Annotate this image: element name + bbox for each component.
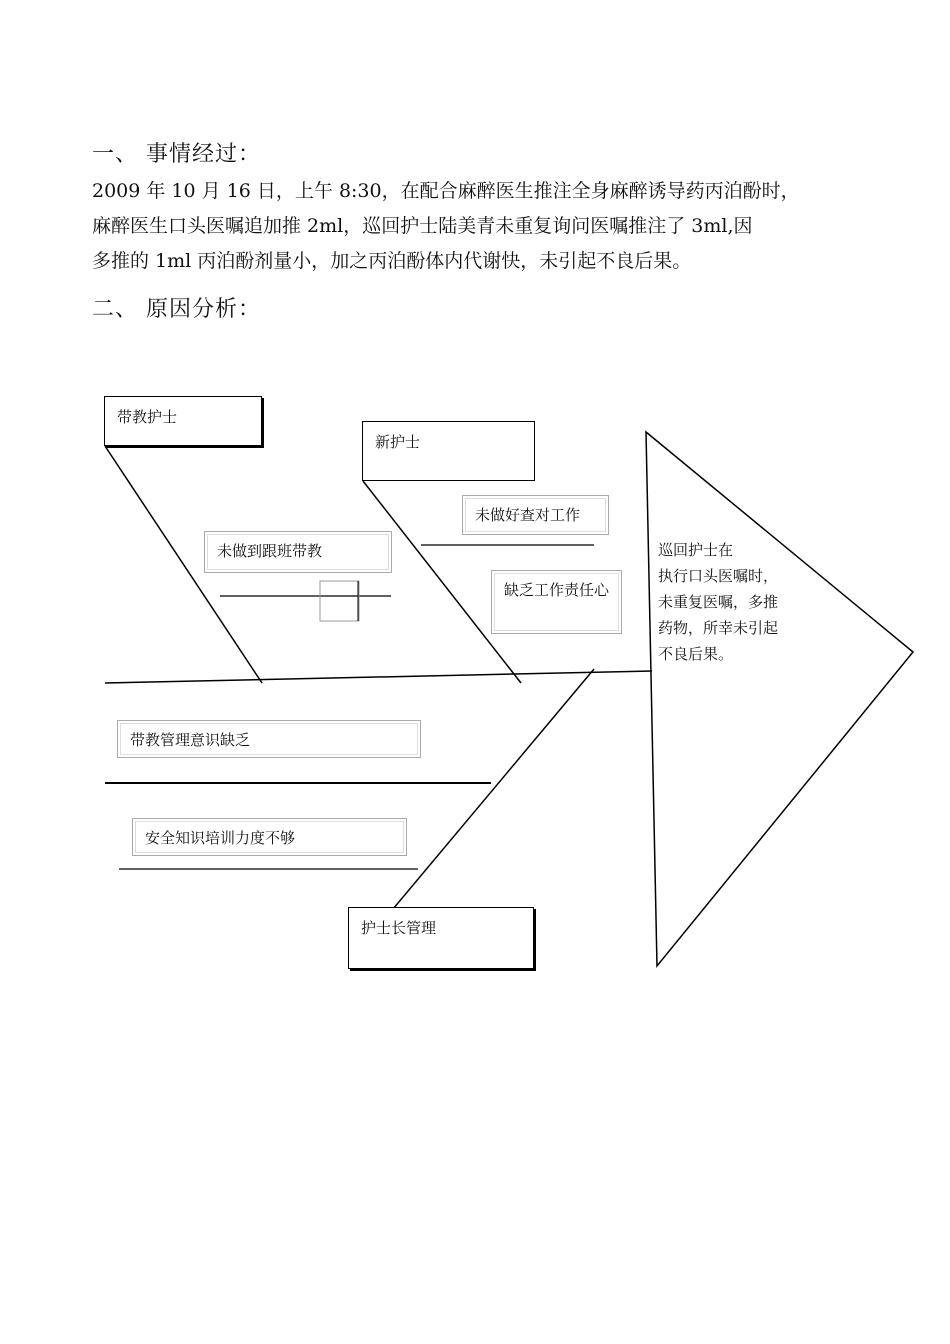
bone-head-nurse [393, 669, 594, 909]
effect-line: 执行口头医嘱时， [658, 567, 779, 585]
cause-no-check-work [462, 495, 609, 535]
effect-line: 巡回护士在 [658, 541, 734, 559]
cause-weak-mentoring-awareness [117, 720, 421, 758]
bone-label-new-nurse [362, 421, 535, 481]
fish-head-triangle [646, 432, 913, 966]
cause-text: 缺乏工作责任心 [504, 581, 610, 599]
cause-insufficient-training [132, 818, 407, 856]
paragraph-line: 麻醉医生口头医嘱追加推 2ml，巡回护士陆美青未重复询问医嘱推注了 3ml,因 [92, 215, 753, 237]
bone-label-text: 护士长管理 [361, 919, 437, 937]
effect-text [658, 537, 808, 667]
cause-text: 带教管理意识缺乏 [130, 731, 251, 749]
effect-line: 不良后果。 [658, 645, 734, 663]
cause-text: 未做到跟班带教 [217, 542, 323, 560]
cause-no-shift-mentoring [204, 531, 392, 573]
bone-label-text: 带教护士 [117, 408, 178, 426]
cause-text: 未做好查对工作 [475, 506, 581, 524]
paragraph-line: 2009 年 10 月 16 日，上午 8:30，在配合麻醉医生推注全身麻醉诱导药丙泊酚时， [92, 180, 800, 202]
bone-label-head-nurse [348, 907, 534, 969]
small-empty-box [320, 581, 359, 621]
section-1-heading: 一、 事情经过： [92, 142, 261, 167]
bone-label-text: 新护士 [375, 433, 421, 451]
cause-lack-responsibility [491, 570, 622, 634]
effect-line: 药物，所幸未引起 [658, 619, 779, 637]
effect-line: 未重复医嘱，多推 [658, 593, 779, 611]
bone-label-mentor-nurse [104, 396, 262, 446]
cause-text: 安全知识培训力度不够 [145, 829, 296, 847]
section-2-heading: 二、 原因分析： [92, 297, 261, 322]
paragraph-line: 多推的 1ml 丙泊酚剂量小，加之丙泊酚体内代谢快，未引起不良后果。 [92, 250, 692, 272]
spine-line [105, 671, 652, 683]
